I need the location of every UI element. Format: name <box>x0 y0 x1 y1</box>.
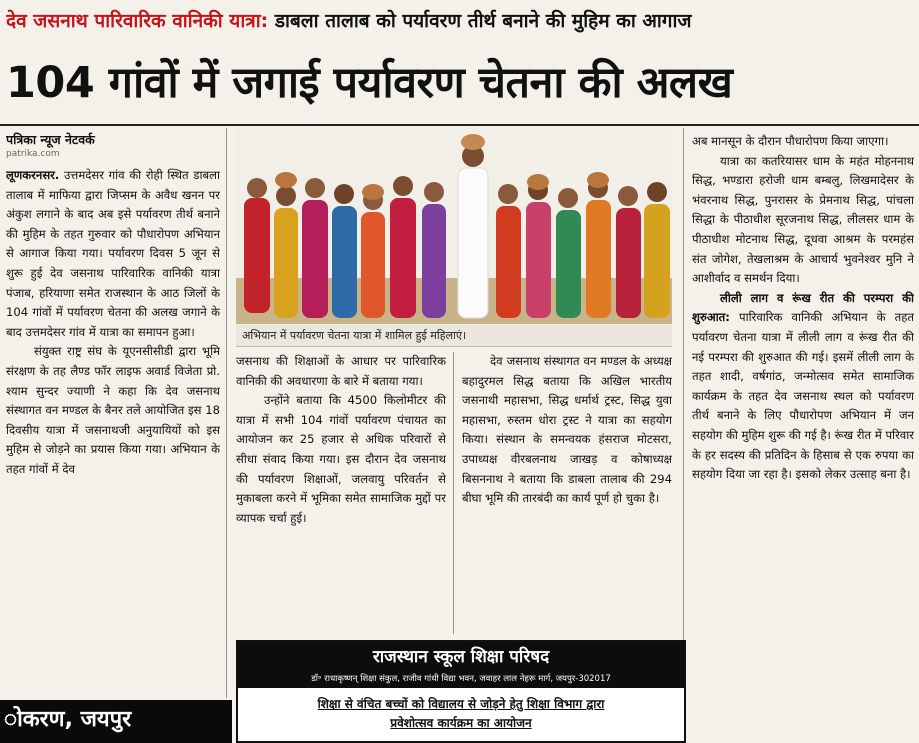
para-2: संयुक्त राष्ट्र संघ के यूएनसीसीडी द्वारा भूमि संरक्षण के तह लैण्ड फॉर लाइफ अवार्ड विजेता प्रो. श्याम सुन्दर ज्याणी ने कहा कि देव जसनाथ संस्थागत वन मण्डल के बैनर तले आयोजित इस 18 दिवसीय यात्रा में जसनाथजी अनुयायियों को इस मुहिम से जोड़ने का प्रयास किया गया। अभियान के तहत गांवों में देव <box>6 344 220 476</box>
dateline: लूणकरनसर. <box>6 168 60 182</box>
headline: 104 गांवों में जगाई पर्यावरण चेतना की अलख <box>6 58 733 108</box>
ad-line-2: प्रवेशोत्सव कार्यक्रम का आयोजन <box>390 716 532 730</box>
women-rally-illustration <box>236 128 672 324</box>
para-1: उत्तमदेसर गांव की रोही स्थित डाबला तालाब में माफिया द्वारा जिप्सम के अवैध खनन पर अंकुश लगाने के बाद अब इसे पर्यावरण तीर्थ बनाने की मुहिम के तहत गुरुवार को पौधारोपण अभियान से आगाज किया गया। पर्यावरण दिवस 5 जून से शुरू हुई देव जसनाथ पारिवारिक वानिकी यात्रा पंजाब, हरियाणा समेत राजस्थान के आठ जिलों के 104 गांवों में पर्यावरण चेतना की अलख जगाने के बाद उत्तमदेसर गांव में यात्रा का समापन हुआ। <box>6 168 220 339</box>
kicker-line <box>6 4 911 38</box>
ad-line-1: शिक्षा से वंचित बच्चों को विद्यालय से जोड़ने हेतु शिक्षा विभाग द्वारा <box>317 697 605 711</box>
rally-photo <box>236 128 672 324</box>
col4-para-1: अब मानसून के दौरान पौधारोपण किया जाएगा। <box>692 134 889 148</box>
column-divider <box>226 128 227 698</box>
footer-banner: ोकरण, जयपुर <box>0 700 232 743</box>
headline-rule <box>0 124 919 126</box>
kicker-series: देव जसनाथ पारिवारिक वानिकी यात्रा: <box>6 10 269 32</box>
subhead: लीली लाग व रूंख रीत की परम्परा की शुरुआत: <box>692 290 914 325</box>
lead-paragraph <box>6 166 220 342</box>
kicker-subtitle: डाबला तालाब को पर्यावरण तीर्थ बनाने की मुहिम का आगाज <box>268 10 692 32</box>
column-divider <box>453 352 454 634</box>
col3-para-1: देव जसनाथ संस्थागत वन मण्डल के अध्यक्ष बहादुरमल सिद्ध बताया कि अखिल भारतीय जसनाथी महासभा, सिद्ध धर्मार्थ ट्रस्ट, सिद्ध युवा महासभा, रुस्तम धोरा ट्रस्ट ने यात्रा का सहयोग किया। संस्थान के समन्वयक हंसराज मोटसरा, उपाध्यक्ष वीरबलनाथ जाखड़ व कोषाध्यक्ष बिसननाथ ने बताया कि डाबला तालाब की 294 बीघा भूमि की तारबंदी का कार्य पूर्ण हो चुका है। <box>462 354 672 506</box>
col4-para-2: यात्रा का कतरियासर धाम के महंत मोहननाथ सिद्ध, भण्डारा हरोजी धाम बम्बलु, लिखमादेसर के भंवरनाथ सिद्ध, पुनरासर के प्रेमनाथ सिद्ध, पांचला सिद्धा के पीठाधीश सूरजनाथ सिद्ध, लीलसर धाम के पीठाधीश मोटनाथ सिद्ध, दूधवा आश्रम के परमहंस संत जोगेश, तेखलाश्रम के आचार्य भुवनेश्वर मुनि ने आशीर्वाद व समर्थन दिया। <box>692 153 914 286</box>
article-column-1 <box>6 132 220 698</box>
byline: पत्रिका न्यूज नेटवर्क <box>6 132 95 147</box>
article-column-3 <box>462 352 672 634</box>
advertisement <box>236 640 686 743</box>
article-column-4 <box>692 132 914 740</box>
col2-para-1: जसनाथ की शिक्षाओं के आधार पर पारिवारिक वानिकी की अवधारणा के बारे में बताया गया। <box>236 354 446 388</box>
site-credit: patrika.com <box>6 149 60 159</box>
col2-para-2: उन्होंने बताया कि 4500 किलोमीटर की यात्रा में सभी 104 गांवों पर्यावरण पंचायत का आयोजन कर 25 हजार से अधिक परिवारों से सीधा संवाद किया गया। इस दौरान देव जसनाथ की पर्यावरण शिक्षाओं, जलवायु परिवर्तन से मुकाबला करने में भूमिका समेत सामाजिक मुद्दों पर व्यापक चर्चा हुई। <box>236 393 446 525</box>
ad-title: राजस्थान स्कूल शिक्षा परिषद <box>238 642 684 672</box>
ad-address: डॉ॰ राधाकृष्णन् शिक्षा संकुल, राजीव गांधी विद्या भवन, जवाहर लाल नेहरू मार्ग, जयपुर-302017 <box>238 672 684 688</box>
photo-caption: अभियान में पर्यावरण चेतना यात्रा में शामिल हुई महिलाएं। <box>236 325 672 347</box>
article-column-2 <box>236 352 446 634</box>
col4-para-3: लीली लाग व रूंख रीत की परम्परा की शुरुआत: पारिवारिक वानिकी अभियान के तहत पर्यावरण चेतना यात्रा में लीली लाग व रूंख रीत की नई परम्परा की शुरुआत की गई। इसमें लीली लाग के तहत शादी, वर्षगांठ, जन्मोत्सव समेत सामाजिक कार्यक्रम के तहत देव जसनाथ स्थल को पर्यावरण तीर्थ बनाने के लिए पौधारोपण अभियान में जन सहयोग की मुहिम शुरू की गई है। रूंख रीत में परिवार के हर सदस्य की प्रतिदिन के हिसाब से एक रुपया का सहयोग दिया जा रहा है। इसको लेकर उत्साह बना है। <box>692 290 914 482</box>
